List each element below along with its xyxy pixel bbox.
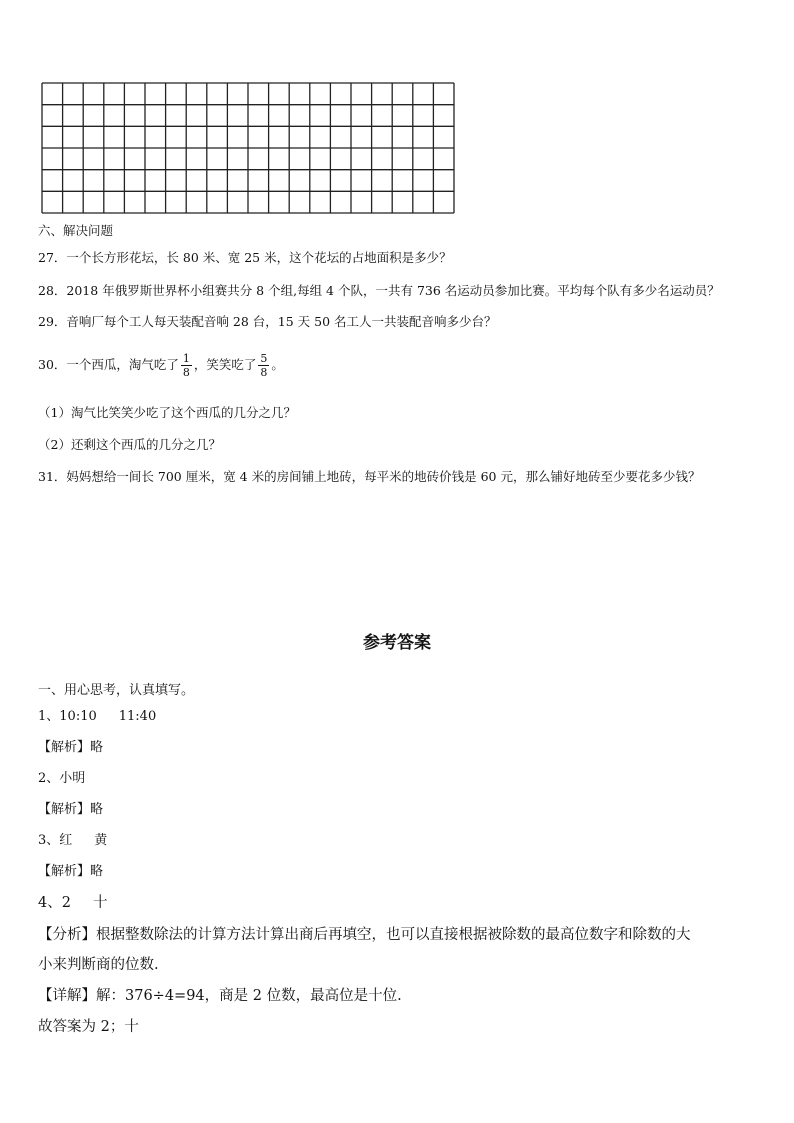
answer-4-fenxi-line1: 【分析】根据整数除法的计算方法计算出商后再填空，也可以直接根据被除数的最高位数字和除数的大 [38,927,691,943]
answer-1-analysis: 【解析】略 [38,740,104,755]
question-30 [38,348,284,382]
frac2-numerator: 5 [260,352,268,365]
section6-heading: 六、解决问题 [38,223,114,238]
answer-3-value: 黄 [94,833,108,848]
answers-title: 参考答案 [363,633,431,653]
frac2-denominator: 8 [260,366,268,379]
blank-grid [41,82,455,214]
answer-4-label: 4、2 [38,895,71,911]
fraction-five-eighths [258,352,269,379]
frac1-denominator: 8 [182,366,190,379]
answer-3-analysis: 【解析】略 [38,864,104,879]
answer-3 [38,833,107,849]
answer-2: 2、小明 [38,771,86,786]
q30-prefix: 30．一个西瓜，淘气吃了 [38,357,179,372]
answer-4-xiangjie: 【详解】解：376÷4=94，商是 2 位数，最高位是十位. [38,988,402,1004]
question-28: 28．2018 年俄罗斯世界杯小组赛共分 8 个组,每组 4 个队，一共有 736 名运动员参加比赛。平均每个队有多少名运动员？ [38,283,720,298]
grid-lines [41,82,455,214]
answer-1-label: 1、10:10 [38,709,97,724]
q30-suffix: 。 [271,357,284,372]
answer-2-analysis: 【解析】略 [38,802,104,817]
frac1-numerator: 1 [182,352,190,365]
question-27: 27．一个长方形花坛，长 80 米、宽 25 米，这个花坛的占地面积是多少？ [38,250,452,265]
question-29: 29．音响厂每个工人每天装配音响 28 台，15 天 50 名工人一共装配音响多少台？ [38,314,497,329]
answer-4-fenxi-line2: 小来判断商的位数. [38,957,159,973]
answer-3-label: 3、红 [38,833,73,848]
answer-1-value: 11:40 [118,709,157,724]
answer-4 [38,893,107,913]
answer-4-value: 十 [92,895,108,911]
q30-middle: ，笑笑吃了 [193,357,257,372]
question-31: 31．妈妈想给一间长 700 厘米，宽 4 米的房间铺上地砖，每平米的地砖价钱是 60 元，那么铺好地砖至少要花多少钱？ [38,469,701,484]
answer-4-conclusion: 故答案为 2；十 [38,1019,139,1035]
question-30-sub2: （2）还剩这个西瓜的几分之几？ [38,437,221,452]
answer-1 [38,709,156,725]
fraction-one-eighth [181,352,192,379]
question-30-sub1: （1）淘气比笑笑少吃了这个西瓜的几分之几？ [38,405,296,420]
answers-section1-heading: 一、用心思考，认真填写。 [38,683,195,698]
